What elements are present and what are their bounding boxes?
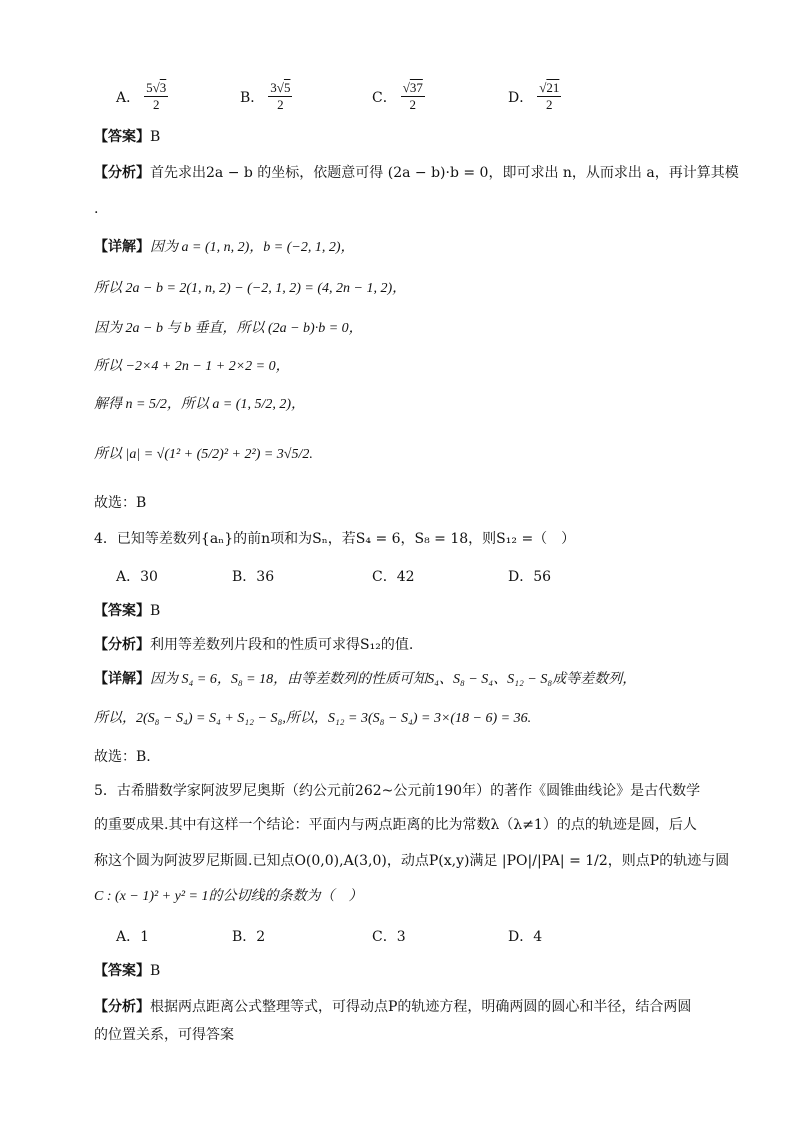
fraction: $\frac{3√5}{2}$ bbox=[270, 80, 291, 112]
fraction: $\frac{√37}{2}$ bbox=[402, 80, 423, 112]
q3-detail-2: 所以 2a − b = 2(1, n, 2) − (−2, 1, 2) = (4, 2n − 1, 2)， bbox=[94, 281, 407, 296]
q4-option-c[interactable]: C．42 bbox=[372, 569, 415, 585]
q3-analysis: 【分析】首先求出2a − b 的坐标，依题意可得 (2a − b)·b = 0，即可求出 n，从而求出 a，再计算其模 bbox=[94, 165, 739, 181]
q3-detail-4: 所以 −2×4 + 2n − 1 + 2×2 = 0， bbox=[94, 359, 290, 374]
q4-answer: 【答案】B bbox=[94, 603, 161, 619]
q3-detail-6: 所以 |a| = √(1² + (5/2)² + 2²) = 3√5/2. bbox=[94, 447, 313, 462]
q4-analysis: 【分析】利用等差数列片段和的性质可求得S₁₂的值. bbox=[94, 637, 414, 653]
q5-option-a[interactable]: A．1 bbox=[116, 929, 150, 945]
q4-detail-2: 所以，2(S₈ − S₄) = S₄ + S₁₂ − S₈,所以，S₁₂ = 3(S₈ − S₄) = 3×(18 − 6) = 36. bbox=[94, 711, 532, 726]
q4-detail-1: 【详解】因为 S₄ = 6，S₈ = 18，由等差数列的性质可知S₄、S₈ − S₄、S₁₂ − S₈成等差数列， bbox=[94, 671, 637, 687]
q4-stem: 4．已知等差数列{aₙ}的前n项和为Sₙ，若S₄ = 6，S₈ = 18，则S₁₂ =（ ） bbox=[94, 531, 576, 547]
q3-option-d[interactable]: D． $\frac{√21}{2}$ bbox=[508, 80, 560, 112]
q5-option-b[interactable]: B．2 bbox=[232, 929, 266, 945]
q5-stem-3: 称这个圆为阿波罗尼斯圆.已知点O(0,0),A(3,0)，动点P(x,y)满足 |PO|/|PA| = 1/2，则点P的轨迹与圆 bbox=[94, 853, 730, 869]
q5-stem-1: 5．古希腊数学家阿波罗尼奥斯（约公元前262~公元前190年）的著作《圆锥曲线论》是古代数学 bbox=[94, 783, 701, 799]
q5-analysis-2: 的位置关系，可得答案 bbox=[94, 1027, 234, 1043]
q3-answer: 【答案】B bbox=[94, 129, 161, 145]
q4-option-b[interactable]: B．36 bbox=[232, 569, 275, 585]
q5-stem-2: 的重要成果.其中有这样一个结论：平面内与两点距离的比为常数λ（λ≠1）的点的轨迹是圆，后人 bbox=[94, 817, 697, 833]
fraction: $\frac{5√3}{2}$ bbox=[146, 80, 167, 112]
q5-stem-4: C : (x − 1)² + y² = 1的公切线的条数为（ ） bbox=[94, 889, 363, 904]
q3-conclusion: 故选：B bbox=[94, 495, 147, 511]
q3-options bbox=[116, 80, 716, 116]
q3-detail-3: 因为 2a − b 与 b 垂直，所以 (2a − b)·b = 0， bbox=[94, 321, 363, 336]
q3-option-b[interactable]: B． $\frac{3√5}{2}$ bbox=[240, 80, 291, 112]
fraction: $\frac{√21}{2}$ bbox=[539, 80, 560, 112]
q4-option-d[interactable]: D．56 bbox=[508, 569, 552, 585]
q3-detail-1: 【详解】因为 a = (1, n, 2)，b = (−2, 1, 2)， bbox=[94, 239, 355, 255]
q5-analysis-1: 【分析】根据两点距离公式整理等式，可得动点P的轨迹方程，明确两圆的圆心和半径，结合两圆 bbox=[94, 999, 692, 1015]
q3-option-c[interactable]: C． $\frac{√37}{2}$ bbox=[372, 80, 423, 112]
q4-option-a[interactable]: A．30 bbox=[116, 569, 158, 585]
q5-answer: 【答案】B bbox=[94, 963, 161, 979]
q4-conclusion: 故选：B. bbox=[94, 749, 151, 765]
q5-option-d[interactable]: D．4 bbox=[508, 929, 543, 945]
q3-detail-5: 解得 n = 5/2，所以 a = (1, 5/2, 2)， bbox=[94, 397, 305, 412]
q5-option-c[interactable]: C．3 bbox=[372, 929, 406, 945]
q3-analysis-end: . bbox=[94, 201, 99, 217]
q3-option-a[interactable]: A． $\frac{5√3}{2}$ bbox=[116, 80, 167, 112]
